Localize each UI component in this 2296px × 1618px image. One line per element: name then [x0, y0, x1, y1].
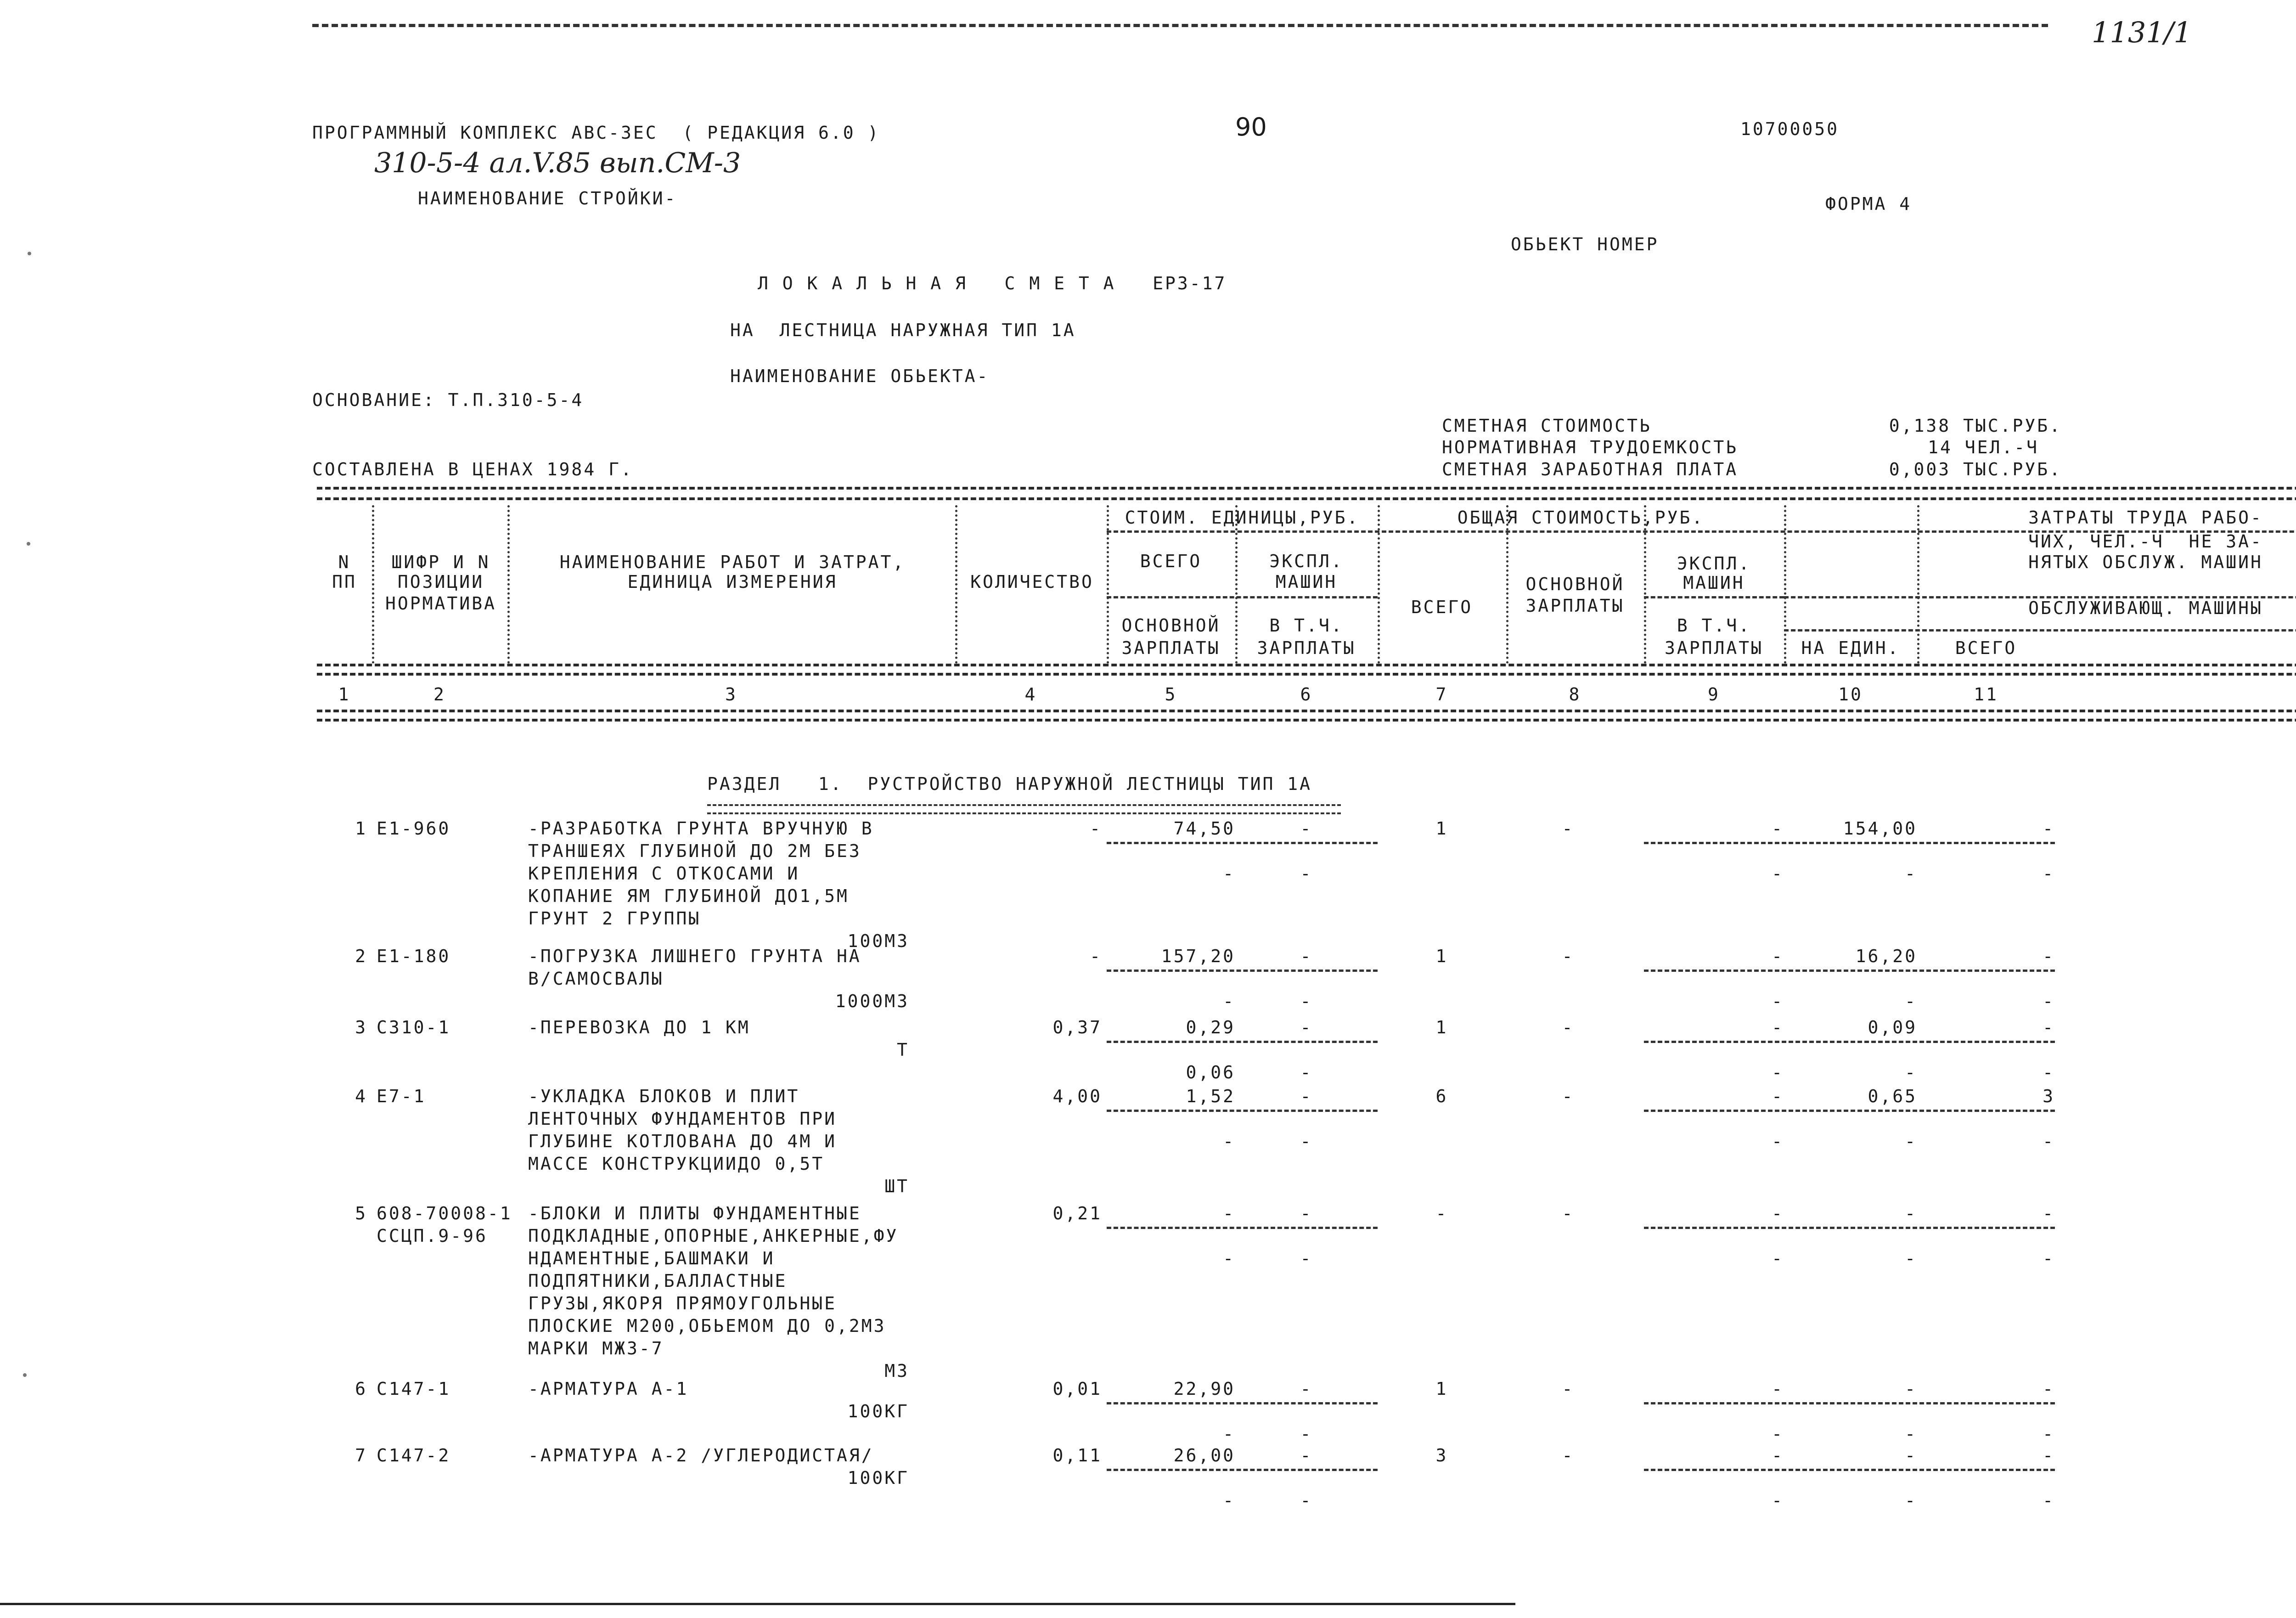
col-name-header: НАИМЕНОВАНИЕ РАБОТ И ЗАТРАТ,: [559, 552, 906, 572]
row-name-line: ПОДКЛАДНЫЕ,ОПОРНЫЕ,АНКЕРНЫЕ,ФУ: [528, 1226, 899, 1246]
unit-total-value: 74,50: [1173, 818, 1235, 839]
unit-mach-header: МАШИН: [1275, 572, 1338, 592]
cell-divider: [1107, 1041, 1378, 1043]
section-title: РАЗДЕЛ 1. РУСТРОЙСТВО НАРУЖНОЙ ЛЕСТНИЦЫ ТИП 1А: [707, 774, 1312, 794]
service-unit-value: -: [1905, 991, 1917, 1011]
total-value: 6: [1435, 1086, 1448, 1106]
row-name-line: ЛЕНТОЧНЫХ ФУНДАМЕНТОВ ПРИ: [528, 1109, 837, 1129]
unit-total-value: 26,00: [1173, 1445, 1235, 1466]
total-machine-value: -: [1772, 946, 1784, 966]
summary-value: 14 ЧЕЛ.-Ч: [1928, 437, 2039, 457]
unit-machine-wage-value: -: [1300, 1131, 1313, 1151]
unit-wage-value: -: [1223, 863, 1235, 884]
col-n-header: N: [338, 552, 351, 572]
row-number: 6: [355, 1379, 367, 1399]
total-mach-header: ЭКСПЛ.: [1677, 553, 1751, 574]
total-wage-value: -: [1562, 1086, 1575, 1106]
cell-divider: [1644, 1041, 2055, 1043]
unit-machine-wage-value: -: [1300, 1062, 1313, 1082]
row-quantity: 0,11: [1052, 1445, 1102, 1466]
service-total-value: -: [2043, 991, 2055, 1011]
row-code: С147-2: [377, 1445, 451, 1466]
cell-divider: [1644, 1469, 2055, 1471]
service-unit-value: -: [1905, 1062, 1917, 1082]
total-wage-value: -: [1562, 946, 1575, 966]
row-number: 2: [355, 946, 367, 966]
cell-divider: [1107, 1402, 1378, 1404]
unit-wage-value: -: [1223, 1424, 1235, 1444]
row-number: 1: [355, 818, 367, 839]
row-name-line: МАРКИ МЖ3-7: [528, 1338, 664, 1359]
cell-divider: [1644, 970, 2055, 972]
labor-total-value: -: [2043, 1445, 2055, 1466]
col-code-header: НОРМАТИВА: [385, 593, 496, 614]
summary-label: СМЕТНАЯ ЗАРАБОТНАЯ ПЛАТА: [1442, 459, 1739, 479]
row-number: 3: [355, 1017, 367, 1037]
row-name-line: -БЛОКИ И ПЛИТЫ ФУНДАМЕНТНЫЕ: [528, 1203, 861, 1223]
row-code: С147-1: [377, 1379, 451, 1399]
cell-divider: [1644, 1110, 2055, 1112]
handwritten-reference: 310-5-4 ал.V.85 вып.СМ-3: [374, 147, 741, 179]
row-code: Е1-960: [377, 818, 451, 839]
row-quantity: -: [1090, 818, 1102, 839]
labor-unit-value: 0,65: [1868, 1086, 1917, 1106]
unit-wage-value: -: [1223, 991, 1235, 1011]
unit-machine-wage-value: -: [1300, 1248, 1313, 1268]
unit-machine-value: -: [1300, 1379, 1313, 1399]
total-group-header: ОБЩАЯ СТОИМОСТЬ,РУБ.: [1457, 507, 1705, 528]
row-code: Е7-1: [377, 1086, 426, 1106]
service-unit-value: -: [1905, 863, 1917, 884]
total-wage-value: -: [1562, 1017, 1575, 1037]
row-unit: 1000М3: [835, 991, 909, 1011]
unit-machine-wage-value: -: [1300, 991, 1313, 1011]
row-unit: 100М3: [847, 931, 909, 951]
labor-unit-header: НА ЕДИН.: [1801, 638, 1900, 658]
total-wage-value: -: [1562, 818, 1575, 839]
total-machine-wage-value: -: [1772, 1248, 1784, 1268]
row-name-line: КРЕПЛЕНИЯ С ОТКОСАМИ И: [528, 863, 800, 884]
cell-divider: [1644, 1402, 2055, 1404]
total-wage-value: -: [1562, 1203, 1575, 1223]
row-name-line: -АРМАТУРА А-1: [528, 1379, 689, 1399]
labor-total-value: -: [2043, 818, 2055, 839]
row-quantity: -: [1090, 946, 1102, 966]
unit-total-header: ВСЕГО: [1140, 551, 1202, 571]
service-unit-value: -: [1905, 1131, 1917, 1151]
corner-mark: 1131/1: [2092, 16, 2192, 49]
total-machine-wage-value: -: [1772, 1490, 1784, 1511]
unit-wage-header: ЗАРПЛАТЫ: [1121, 638, 1221, 658]
labor-group-header: ЧИХ, ЧЕЛ.-Ч НЕ ЗА-: [2028, 531, 2263, 552]
unit-total-value: 1,52: [1186, 1086, 1235, 1106]
unit-machine-value: -: [1300, 818, 1313, 839]
col-qty-header: КОЛИЧЕСТВО: [970, 572, 1094, 592]
unit-machine-wage-value: -: [1300, 1490, 1313, 1511]
unit-machine-value: -: [1300, 1203, 1313, 1223]
total-machine-value: -: [1772, 1017, 1784, 1037]
row-code: 608-70008-1: [377, 1203, 512, 1223]
total-wage-value: -: [1562, 1379, 1575, 1399]
form-label: ФОРМА 4: [1825, 194, 1912, 214]
header-rule-top: [317, 497, 2296, 500]
labor-unit-value: 154,00: [1843, 818, 1917, 839]
total-wage-header: ОСНОВНОЙ: [1525, 574, 1625, 594]
col-name-header: ЕДИНИЦА ИЗМЕРЕНИЯ: [627, 572, 838, 592]
basis-label: ОСНОВАНИЕ: Т.П.310-5-4: [312, 390, 584, 410]
service-total-value: -: [2043, 1248, 2055, 1268]
col-code-header: ПОЗИЦИИ: [397, 572, 484, 592]
row-code: Е1-180: [377, 946, 451, 966]
unit-mach-header: ЭКСПЛ.: [1269, 551, 1344, 571]
labor-unit-value: -: [1905, 1445, 1917, 1466]
row-name-line: ГРУНТ 2 ГРУППЫ: [528, 908, 701, 929]
row-quantity: 0,21: [1052, 1203, 1102, 1223]
row-name-line: КОПАНИЕ ЯМ ГЛУБИНОЙ ДО1,5М: [528, 886, 849, 906]
service-total-value: -: [2043, 1424, 2055, 1444]
total-incl-header: В Т.Ч.: [1677, 615, 1751, 636]
row-name-line: -АРМАТУРА А-2 /УГЛЕРОДИСТАЯ/: [528, 1445, 874, 1466]
unit-incl-header: ЗАРПЛАТЫ: [1257, 638, 1356, 658]
row-name-line: ТРАНШЕЯХ ГЛУБИНОЙ ДО 2М БЕЗ: [528, 841, 861, 861]
row-unit: 100КГ: [847, 1401, 909, 1421]
total-machine-value: -: [1772, 818, 1784, 839]
total-machine-value: -: [1772, 1445, 1784, 1466]
object-label: НАИМЕНОВАНИЕ ОБЬЕКТА-: [730, 366, 990, 386]
row-name-line: МАССЕ КОНСТРУКЦИИДО 0,5Т: [528, 1154, 825, 1174]
service-total-value: -: [2043, 863, 2055, 884]
unit-machine-value: -: [1300, 1086, 1313, 1106]
unit-wage-value: -: [1223, 1490, 1235, 1511]
total-value: 1: [1435, 946, 1448, 966]
service-unit-value: -: [1905, 1424, 1917, 1444]
row-name-line: -ПЕРЕВОЗКА ДО 1 КМ: [528, 1017, 750, 1037]
total-incl-header: ЗАРПЛАТЫ: [1664, 638, 1764, 658]
labor-unit-value: 16,20: [1855, 946, 1917, 966]
bottom-rule: [0, 1603, 1515, 1605]
row-code: ССЦП.9-96: [377, 1226, 488, 1246]
total-machine-wage-value: -: [1772, 991, 1784, 1011]
summary-label: СМЕТНАЯ СТОИМОСТЬ: [1442, 416, 1652, 436]
unit-incl-header: В Т.Ч.: [1269, 615, 1344, 636]
total-mach-header: МАШИН: [1683, 573, 1745, 593]
cell-divider: [1107, 1469, 1378, 1471]
row-unit: 100КГ: [847, 1468, 909, 1488]
cell-divider: [1644, 1227, 2055, 1229]
unit-machine-value: -: [1300, 946, 1313, 966]
header-rule-top: [317, 487, 2296, 490]
row-number: 5: [355, 1203, 367, 1223]
total-all-header: ВСЕГО: [1411, 597, 1473, 617]
labor-total-value: -: [2043, 1379, 2055, 1399]
unit-wage-value: -: [1223, 1248, 1235, 1268]
labor-group-header: НЯТЫХ ОБСЛУЖ. МАШИН: [2028, 552, 2263, 572]
service-total-value: -: [2043, 1131, 2055, 1151]
row-number: 7: [355, 1445, 367, 1466]
total-machine-value: -: [1772, 1086, 1784, 1106]
row-name-line: -РАЗРАБОТКА ГРУНТА ВРУЧНУЮ В: [528, 818, 874, 839]
total-machine-value: -: [1772, 1379, 1784, 1399]
total-machine-value: -: [1772, 1203, 1784, 1223]
unit-machine-value: -: [1300, 1445, 1313, 1466]
unit-total-value: -: [1223, 1203, 1235, 1223]
total-machine-wage-value: -: [1772, 1062, 1784, 1082]
cell-divider: [1107, 1110, 1378, 1112]
unit-total-value: 157,20: [1161, 946, 1235, 966]
service-total-value: -: [2043, 1490, 2055, 1511]
total-machine-wage-value: -: [1772, 1131, 1784, 1151]
labor-total-value: 3: [2043, 1086, 2055, 1106]
construction-label: НАИМЕНОВАНИЕ СТРОЙКИ-: [418, 188, 677, 209]
estimate-title: Л О К А Л Ь Н А Я С М Е Т А ЕР3-17: [758, 273, 1227, 293]
cell-divider: [1107, 1227, 1378, 1229]
total-wage-header: ЗАРПЛАТЫ: [1525, 596, 1625, 616]
page-number: 90: [1235, 113, 1267, 141]
total-machine-wage-value: -: [1772, 1424, 1784, 1444]
row-unit: М3: [884, 1361, 909, 1381]
labor-unit-value: 0,09: [1868, 1017, 1917, 1037]
row-code: С310-1: [377, 1017, 451, 1037]
labor-total-value: -: [2043, 1203, 2055, 1223]
object-number: ОБЬЕКТ НОМЕР: [1511, 234, 1659, 254]
total-value: 1: [1435, 1379, 1448, 1399]
unit-wage-value: 0,06: [1186, 1062, 1235, 1082]
row-name-line: -УКЛАДКА БЛОКОВ И ПЛИТ: [528, 1086, 800, 1106]
total-value: -: [1435, 1203, 1448, 1223]
program-label: ПРОГРАММНЫЙ КОМПЛЕКС АВС-3ЕС ( РЕДАКЦИЯ 6.0 ): [312, 123, 880, 143]
row-unit: Т: [897, 1040, 909, 1060]
col-code-header: ШИФР И N: [391, 552, 490, 572]
labor-total-header: ВСЕГО: [1955, 638, 2017, 658]
row-unit: ШТ: [884, 1176, 909, 1196]
total-wage-value: -: [1562, 1445, 1575, 1466]
unit-machine-value: -: [1300, 1017, 1313, 1037]
row-name-line: НДАМЕНТНЫЕ,БАШМАКИ И: [528, 1248, 775, 1268]
cell-divider: [1644, 842, 2055, 844]
summary-label: НОРМАТИВНАЯ ТРУДОЕМКОСТЬ: [1442, 437, 1739, 457]
labor-group-header: ЗАТРАТЫ ТРУДА РАБО-: [2028, 507, 2263, 528]
labor-total-value: -: [2043, 1017, 2055, 1037]
prices-label: СОСТАВЛЕНА В ЦЕНАХ 1984 Г.: [312, 459, 633, 479]
service-unit-value: -: [1905, 1248, 1917, 1268]
total-value: 3: [1435, 1445, 1448, 1466]
section-underline: [707, 804, 1341, 814]
doc-code: 10700050: [1740, 119, 1840, 139]
labor-service-header: ОБСЛУЖИВАЮЩ. МАШИНЫ: [2028, 598, 2263, 618]
unit-wage-header: ОСНОВНОЙ: [1121, 615, 1221, 636]
col-n-header: ПП: [332, 572, 357, 592]
cell-divider: [1107, 842, 1378, 844]
row-name-line: ПЛОСКИЕ М200,ОБЬЕМОМ ДО 0,2М3: [528, 1316, 886, 1336]
summary-value: 0,003 ТЫС.РУБ.: [1889, 459, 2062, 479]
unit-wage-value: -: [1223, 1131, 1235, 1151]
unit-total-value: 22,90: [1173, 1379, 1235, 1399]
unit-cost-group-header: СТОИМ. ЕДИНИЦЫ,РУБ.: [1125, 507, 1360, 528]
total-value: 1: [1435, 818, 1448, 839]
row-name-line: ГЛУБИНЕ КОТЛОВАНА ДО 4М И: [528, 1131, 837, 1151]
unit-machine-wage-value: -: [1300, 1424, 1313, 1444]
service-unit-value: -: [1905, 1490, 1917, 1511]
labor-total-value: -: [2043, 946, 2055, 966]
row-quantity: 0,01: [1052, 1379, 1102, 1399]
estimate-subject: НА ЛЕСТНИЦА НАРУЖНАЯ ТИП 1А: [730, 320, 1076, 340]
labor-unit-value: -: [1905, 1203, 1917, 1223]
unit-total-value: 0,29: [1186, 1017, 1235, 1037]
summary-value: 0,138 ТЫС.РУБ.: [1889, 416, 2062, 436]
top-dashed-border: [312, 24, 2048, 27]
labor-unit-value: -: [1905, 1379, 1917, 1399]
service-total-value: -: [2043, 1062, 2055, 1082]
unit-machine-wage-value: -: [1300, 863, 1313, 884]
total-machine-wage-value: -: [1772, 863, 1784, 884]
total-value: 1: [1435, 1017, 1448, 1037]
row-number: 4: [355, 1086, 367, 1106]
row-quantity: 4,00: [1052, 1086, 1102, 1106]
row-name-line: -ПОГРУЗКА ЛИШНЕГО ГРУНТА НА: [528, 946, 861, 966]
cell-divider: [1107, 970, 1378, 972]
row-name-line: В/САМОСВАЛЫ: [528, 969, 664, 989]
row-name-line: ГРУЗЫ,ЯКОРЯ ПРЯМОУГОЛЬНЫЕ: [528, 1293, 837, 1314]
row-quantity: 0,37: [1052, 1017, 1102, 1037]
row-name-line: ПОДПЯТНИКИ,БАЛЛАСТНЫЕ: [528, 1271, 788, 1291]
